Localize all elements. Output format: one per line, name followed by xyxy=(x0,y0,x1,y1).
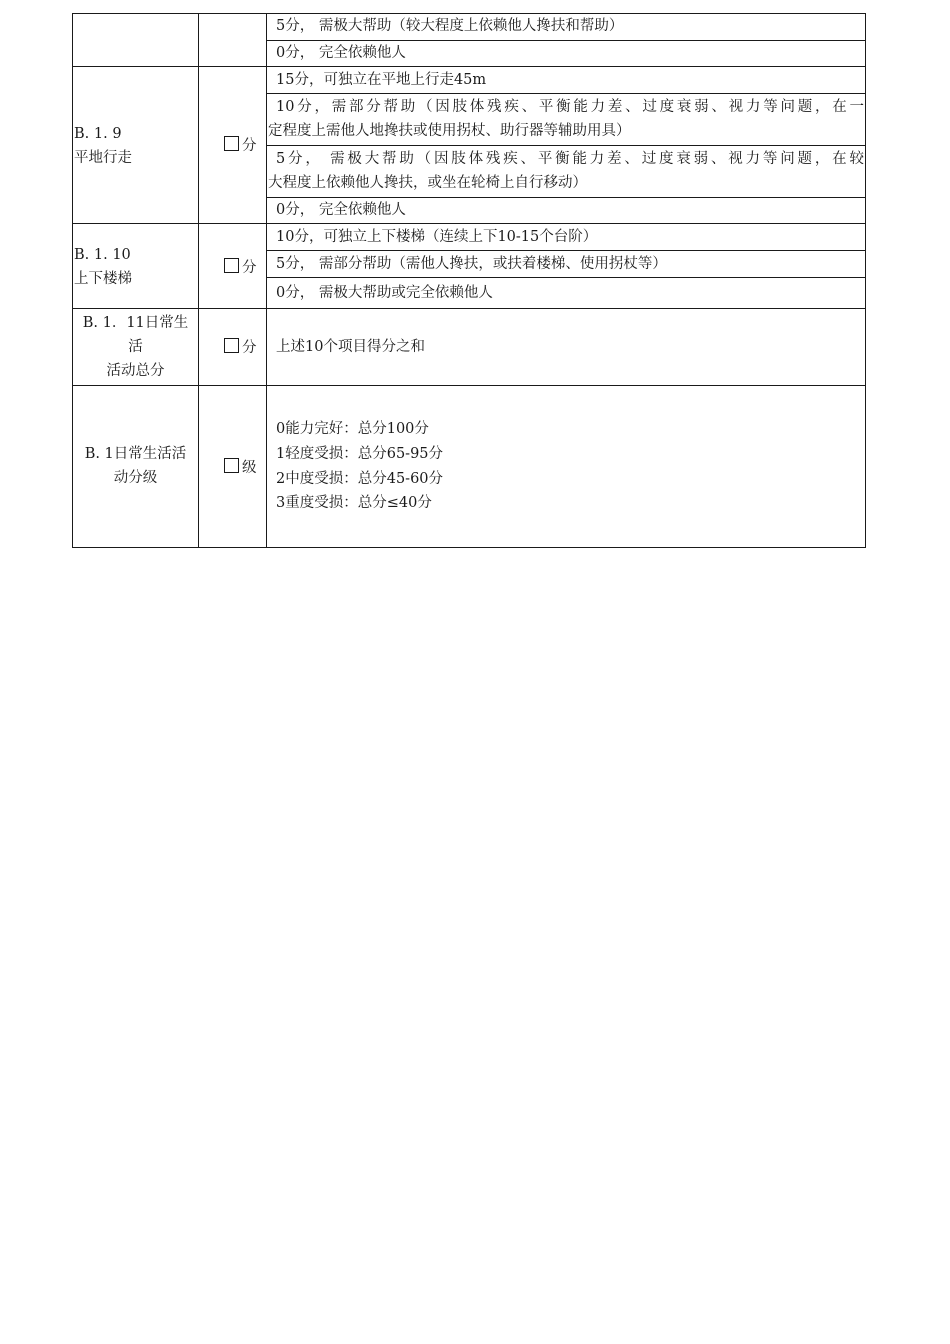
option-text: 5分， 需极大帮助（较大程度上依赖他人搀扶和帮助） xyxy=(276,18,624,34)
grade-option: 3重度受损：总分≤40分 xyxy=(276,495,432,511)
option-divider xyxy=(266,250,866,251)
item-code: B. 1. 10 xyxy=(74,247,131,263)
option-text-continued: 定程度上需他人地搀扶或使用拐杖、助行器等辅助用具） xyxy=(268,123,631,139)
option-text: 0分， 需极大帮助或完全依赖他人 xyxy=(276,285,493,301)
option-text: 0分， 完全依赖他人 xyxy=(276,202,406,218)
option-text: 0分， 完全依赖他人 xyxy=(276,45,406,61)
row-divider xyxy=(72,308,866,309)
option-divider xyxy=(266,93,866,94)
grade-option: 0能力完好：总分100分 xyxy=(276,421,429,437)
option-divider xyxy=(266,145,866,146)
item-code: B. 1. 9 xyxy=(74,126,122,142)
option-text: 5分， 需极大帮助（因肢体残疾、平衡能力差、过度衰弱、视力等问题，在较 xyxy=(276,151,864,167)
grade-option: 2中度受损：总分45-60分 xyxy=(276,471,444,487)
table-border-col1 xyxy=(198,13,199,548)
score-field-b19[interactable] xyxy=(224,135,257,157)
score-checkbox[interactable] xyxy=(224,258,239,273)
item-code: B. 1．11日常生 xyxy=(82,315,189,331)
score-unit: 分 xyxy=(242,260,257,276)
item-name: 动分级 xyxy=(113,470,158,486)
score-unit: 分 xyxy=(242,138,257,154)
option-text: 5分， 需部分帮助（需他人搀扶，或扶着楼梯、使用拐杖等） xyxy=(276,256,667,272)
grade-checkbox[interactable] xyxy=(224,458,239,473)
score-unit: 分 xyxy=(242,340,257,356)
score-field-b110[interactable] xyxy=(224,257,257,279)
row-divider xyxy=(72,385,866,386)
table-border-bottom xyxy=(72,547,866,548)
item-code: B. 1日常生活活 xyxy=(84,446,187,462)
option-text: 上述10个项目得分之和 xyxy=(276,339,425,355)
option-text: 10分，需部分帮助（因肢体残疾、平衡能力差、过度衰弱、视力等问题，在一 xyxy=(276,99,864,115)
option-text: 15分，可独立在平地上行走45m xyxy=(276,72,487,88)
grade-option: 1轻度受损：总分65-95分 xyxy=(276,446,444,462)
option-text-continued: 大程度上依赖他人搀扶，或坐在轮椅上自行移动） xyxy=(268,175,587,191)
row-divider xyxy=(72,66,866,67)
item-name: 上下楼梯 xyxy=(74,271,132,287)
item-name: 平地行走 xyxy=(74,150,132,166)
grade-field-b1[interactable] xyxy=(224,457,257,479)
item-name: 活动总分 xyxy=(106,363,165,379)
item-name: 活 xyxy=(128,339,143,355)
grade-unit: 级 xyxy=(242,460,257,476)
score-checkbox[interactable] xyxy=(224,136,239,151)
row-divider xyxy=(72,223,866,224)
score-field-b111[interactable] xyxy=(224,337,257,359)
option-text: 10分，可独立上下楼梯（连续上下10-15个台阶） xyxy=(276,229,598,245)
option-divider xyxy=(266,277,866,278)
score-checkbox[interactable] xyxy=(224,338,239,353)
